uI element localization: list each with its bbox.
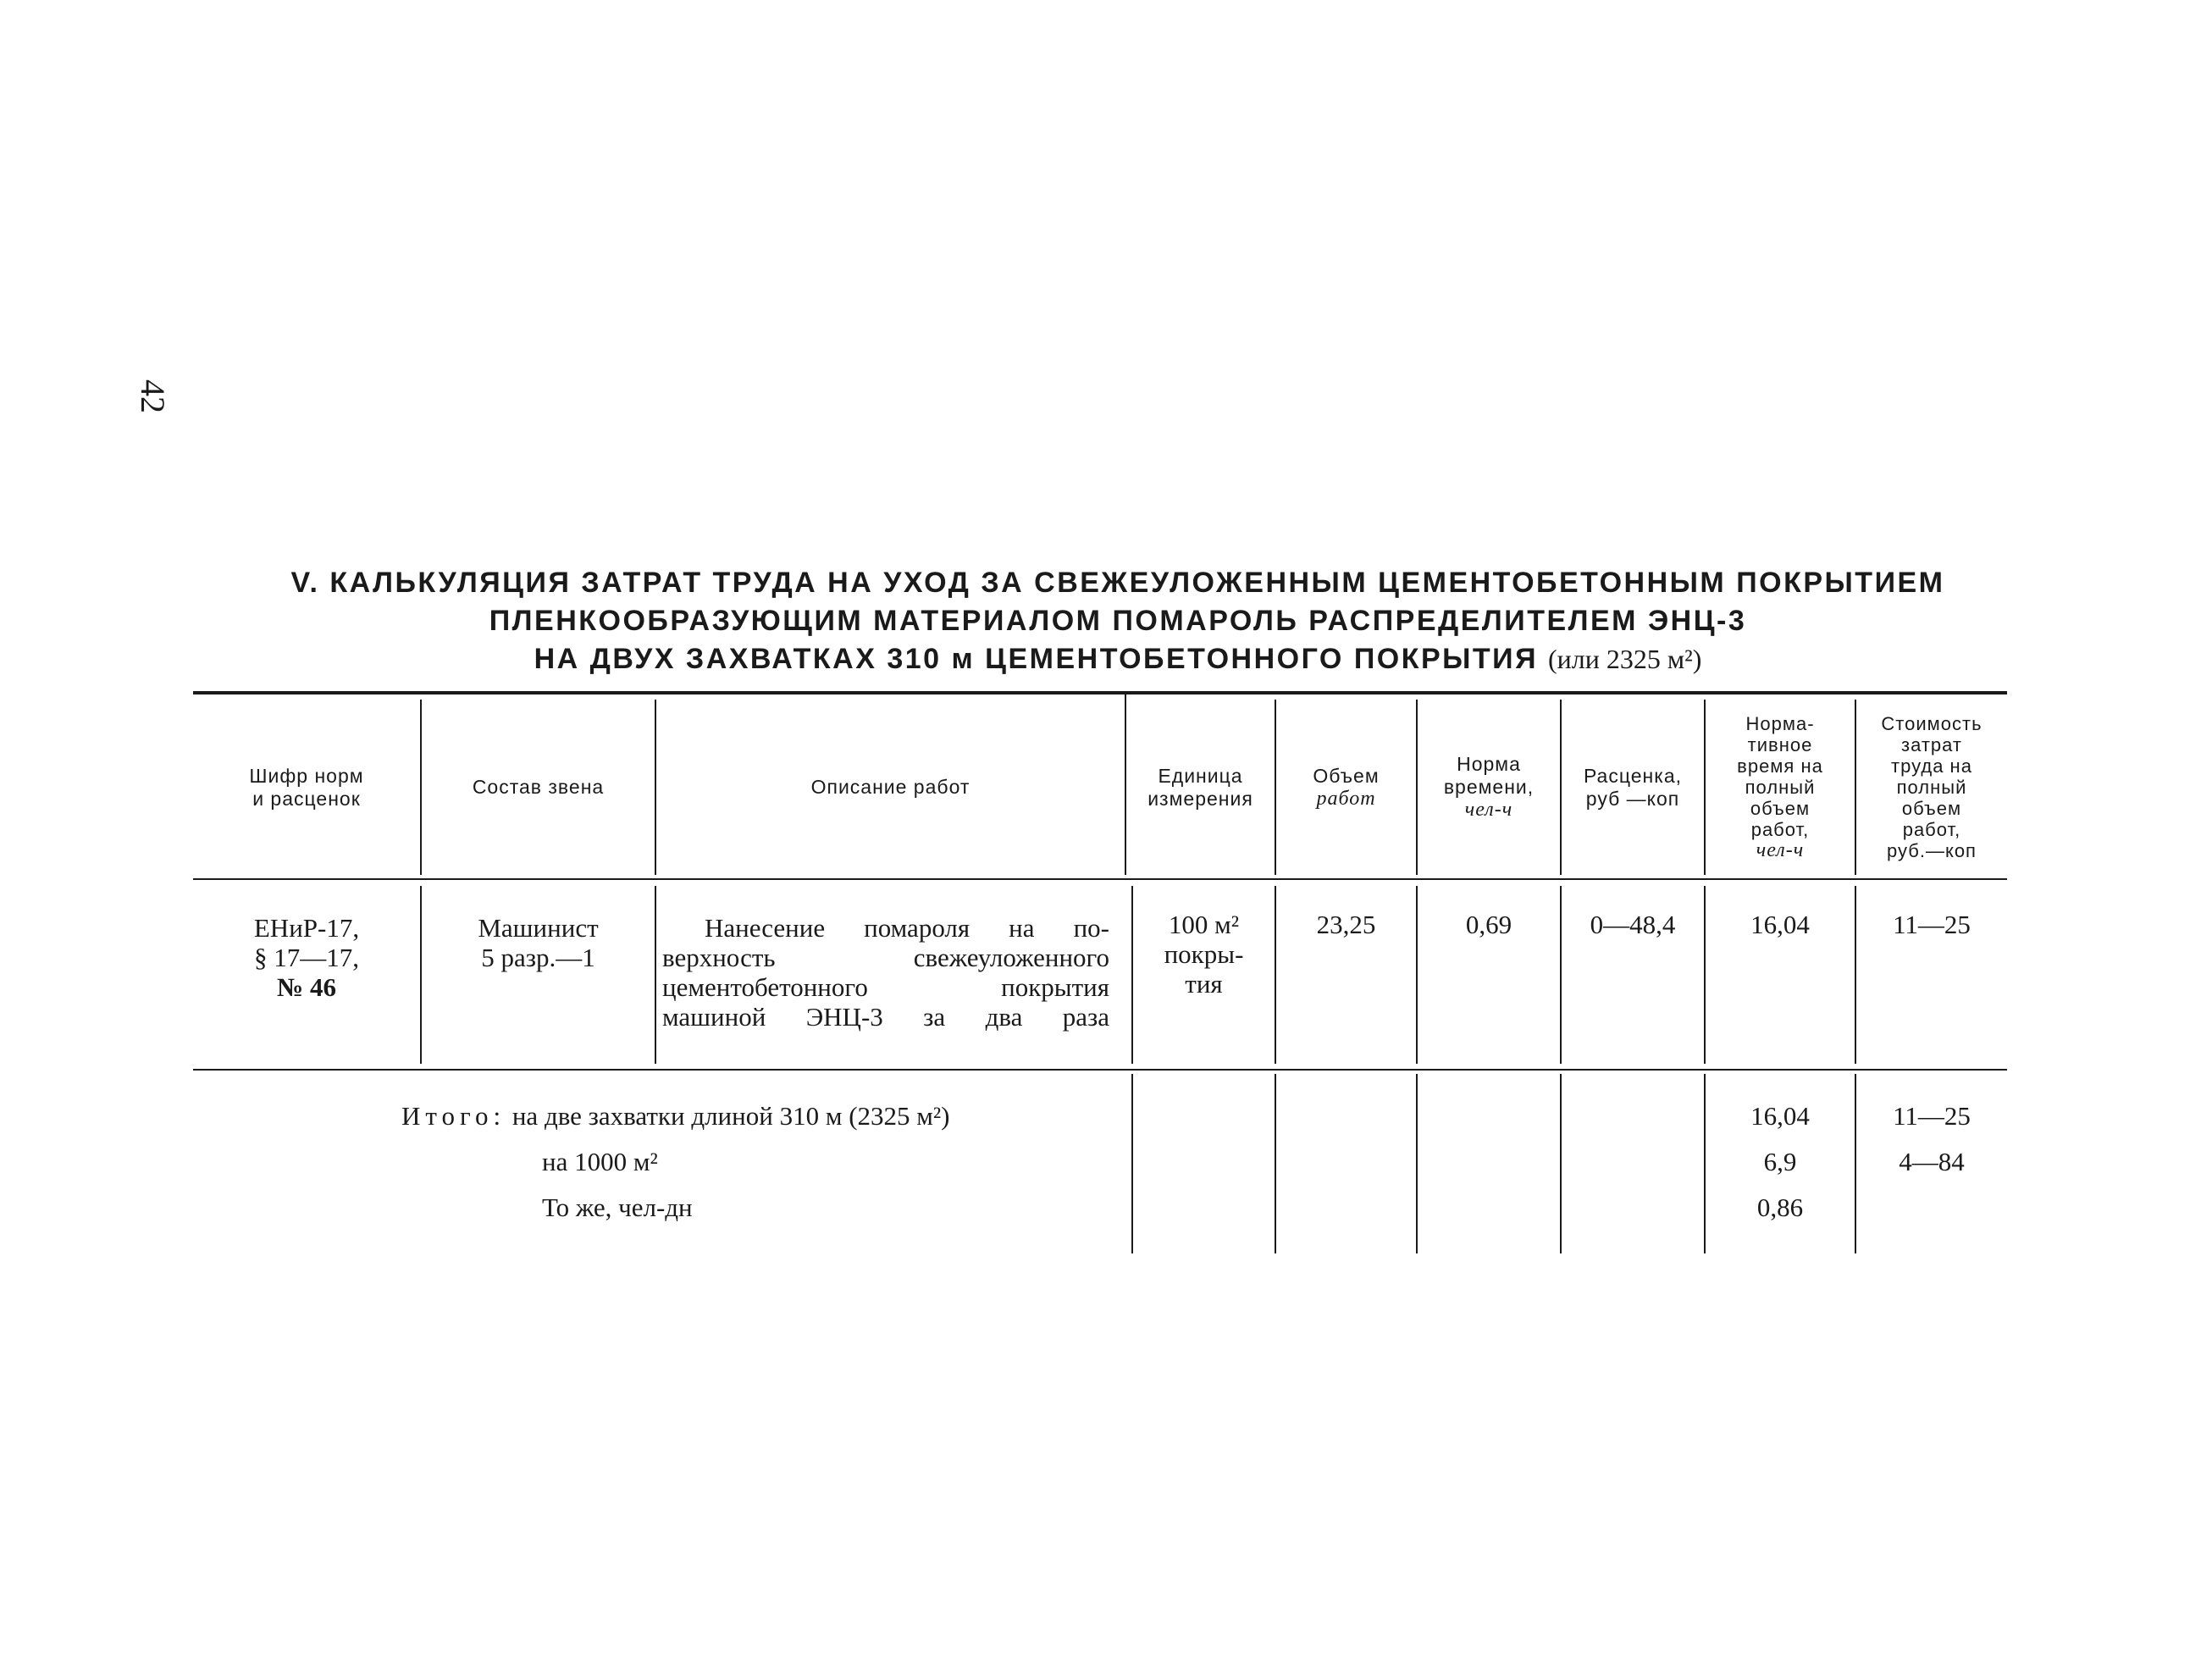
header-rate: Расценка, руб —коп <box>1583 764 1683 810</box>
header-unit: Единица измерения <box>1147 764 1253 810</box>
title-line-3-main: НА ДВУХ ЗАХВАТКАХ 310 м ЦЕМЕНТОБЕТОННОГО ПОКРЫТИЯ <box>534 643 1539 675</box>
totals-norm-total-1: 16,04 <box>1750 1101 1810 1131</box>
title-line-1: V. КАЛЬКУЛЯЦИЯ ЗАТРАТ ТРУДА НА УХОД ЗА СВЕЖЕУЛОЖЕННЫМ ЦЕМЕНТОБЕТОННЫМ ПОКРЫТИЕМ <box>290 567 1945 599</box>
header-cost-total: Стоимость затрат труда на полный объем работ, руб.—коп <box>1881 713 1983 861</box>
totals-divider <box>1131 1074 1133 1253</box>
row-rate: 0—48,4 <box>1590 910 1676 939</box>
row-norm: 0,69 <box>1465 910 1512 939</box>
totals-cost-total-2: 4—84 <box>1899 1147 1965 1176</box>
table-top-rule <box>193 691 2007 694</box>
totals-cost-total-1: 11—25 <box>1893 1101 1971 1131</box>
header-bottom-rule <box>193 878 2007 880</box>
totals-norm-total-2: 6,9 <box>1763 1147 1797 1176</box>
header-volume: Объем работ <box>1313 764 1380 810</box>
totals-line-3: То же, чел-дн <box>542 1192 693 1222</box>
row-bottom-rule <box>193 1069 2007 1071</box>
page-number: 42 <box>134 379 172 413</box>
row-norm-total: 16,04 <box>1750 910 1810 939</box>
header-code: Шифр норм и расценок <box>249 764 364 810</box>
title-line-3 <box>186 640 2049 678</box>
row-description: Нанесение помароля на по- верхность свежеуложенного цементобетонного покрытия машиной ЭНЦ-3 за два раза <box>662 913 1109 1032</box>
title-line-3-tail: (или 2325 м²) <box>1548 644 1702 674</box>
totals-divider <box>1275 1074 1276 1253</box>
row-volume: 23,25 <box>1316 910 1376 939</box>
document-title <box>186 564 2049 678</box>
totals-divider <box>1416 1074 1418 1253</box>
row-unit: 100 м² покры- тия <box>1164 910 1244 999</box>
title-line-2: ПЛЕНКООБРАЗУЮЩИМ МАТЕРИАЛОМ ПОМАРОЛЬ РАСПРЕДЕЛИТЕЛЕМ ЭНЦ-3 <box>489 605 1747 637</box>
totals-itogo-label: Итого: <box>401 1101 506 1131</box>
row-crew: Машинист 5 разр.—1 <box>478 913 599 972</box>
totals-divider <box>1560 1074 1562 1253</box>
header-norm-total: Норма- тивное время на полный объем работ, чел-ч <box>1737 713 1823 861</box>
row-divider <box>655 886 656 1064</box>
totals-line-1-text: на две захватки длиной 310 м (2325 м²) <box>512 1101 950 1131</box>
totals-line-2: на 1000 м² <box>542 1147 658 1176</box>
totals-line-1 <box>401 1094 950 1138</box>
row-code: ЕНиР-17, § 17—17, № 46 <box>253 913 360 1002</box>
header-crew: Состав звена <box>472 776 605 798</box>
header-norm: Норма времени, чел-ч <box>1443 753 1535 821</box>
row-cost-total: 11—25 <box>1893 910 1971 939</box>
header-description: Описание работ <box>810 776 971 798</box>
totals-norm-total-3: 0,86 <box>1756 1192 1804 1222</box>
